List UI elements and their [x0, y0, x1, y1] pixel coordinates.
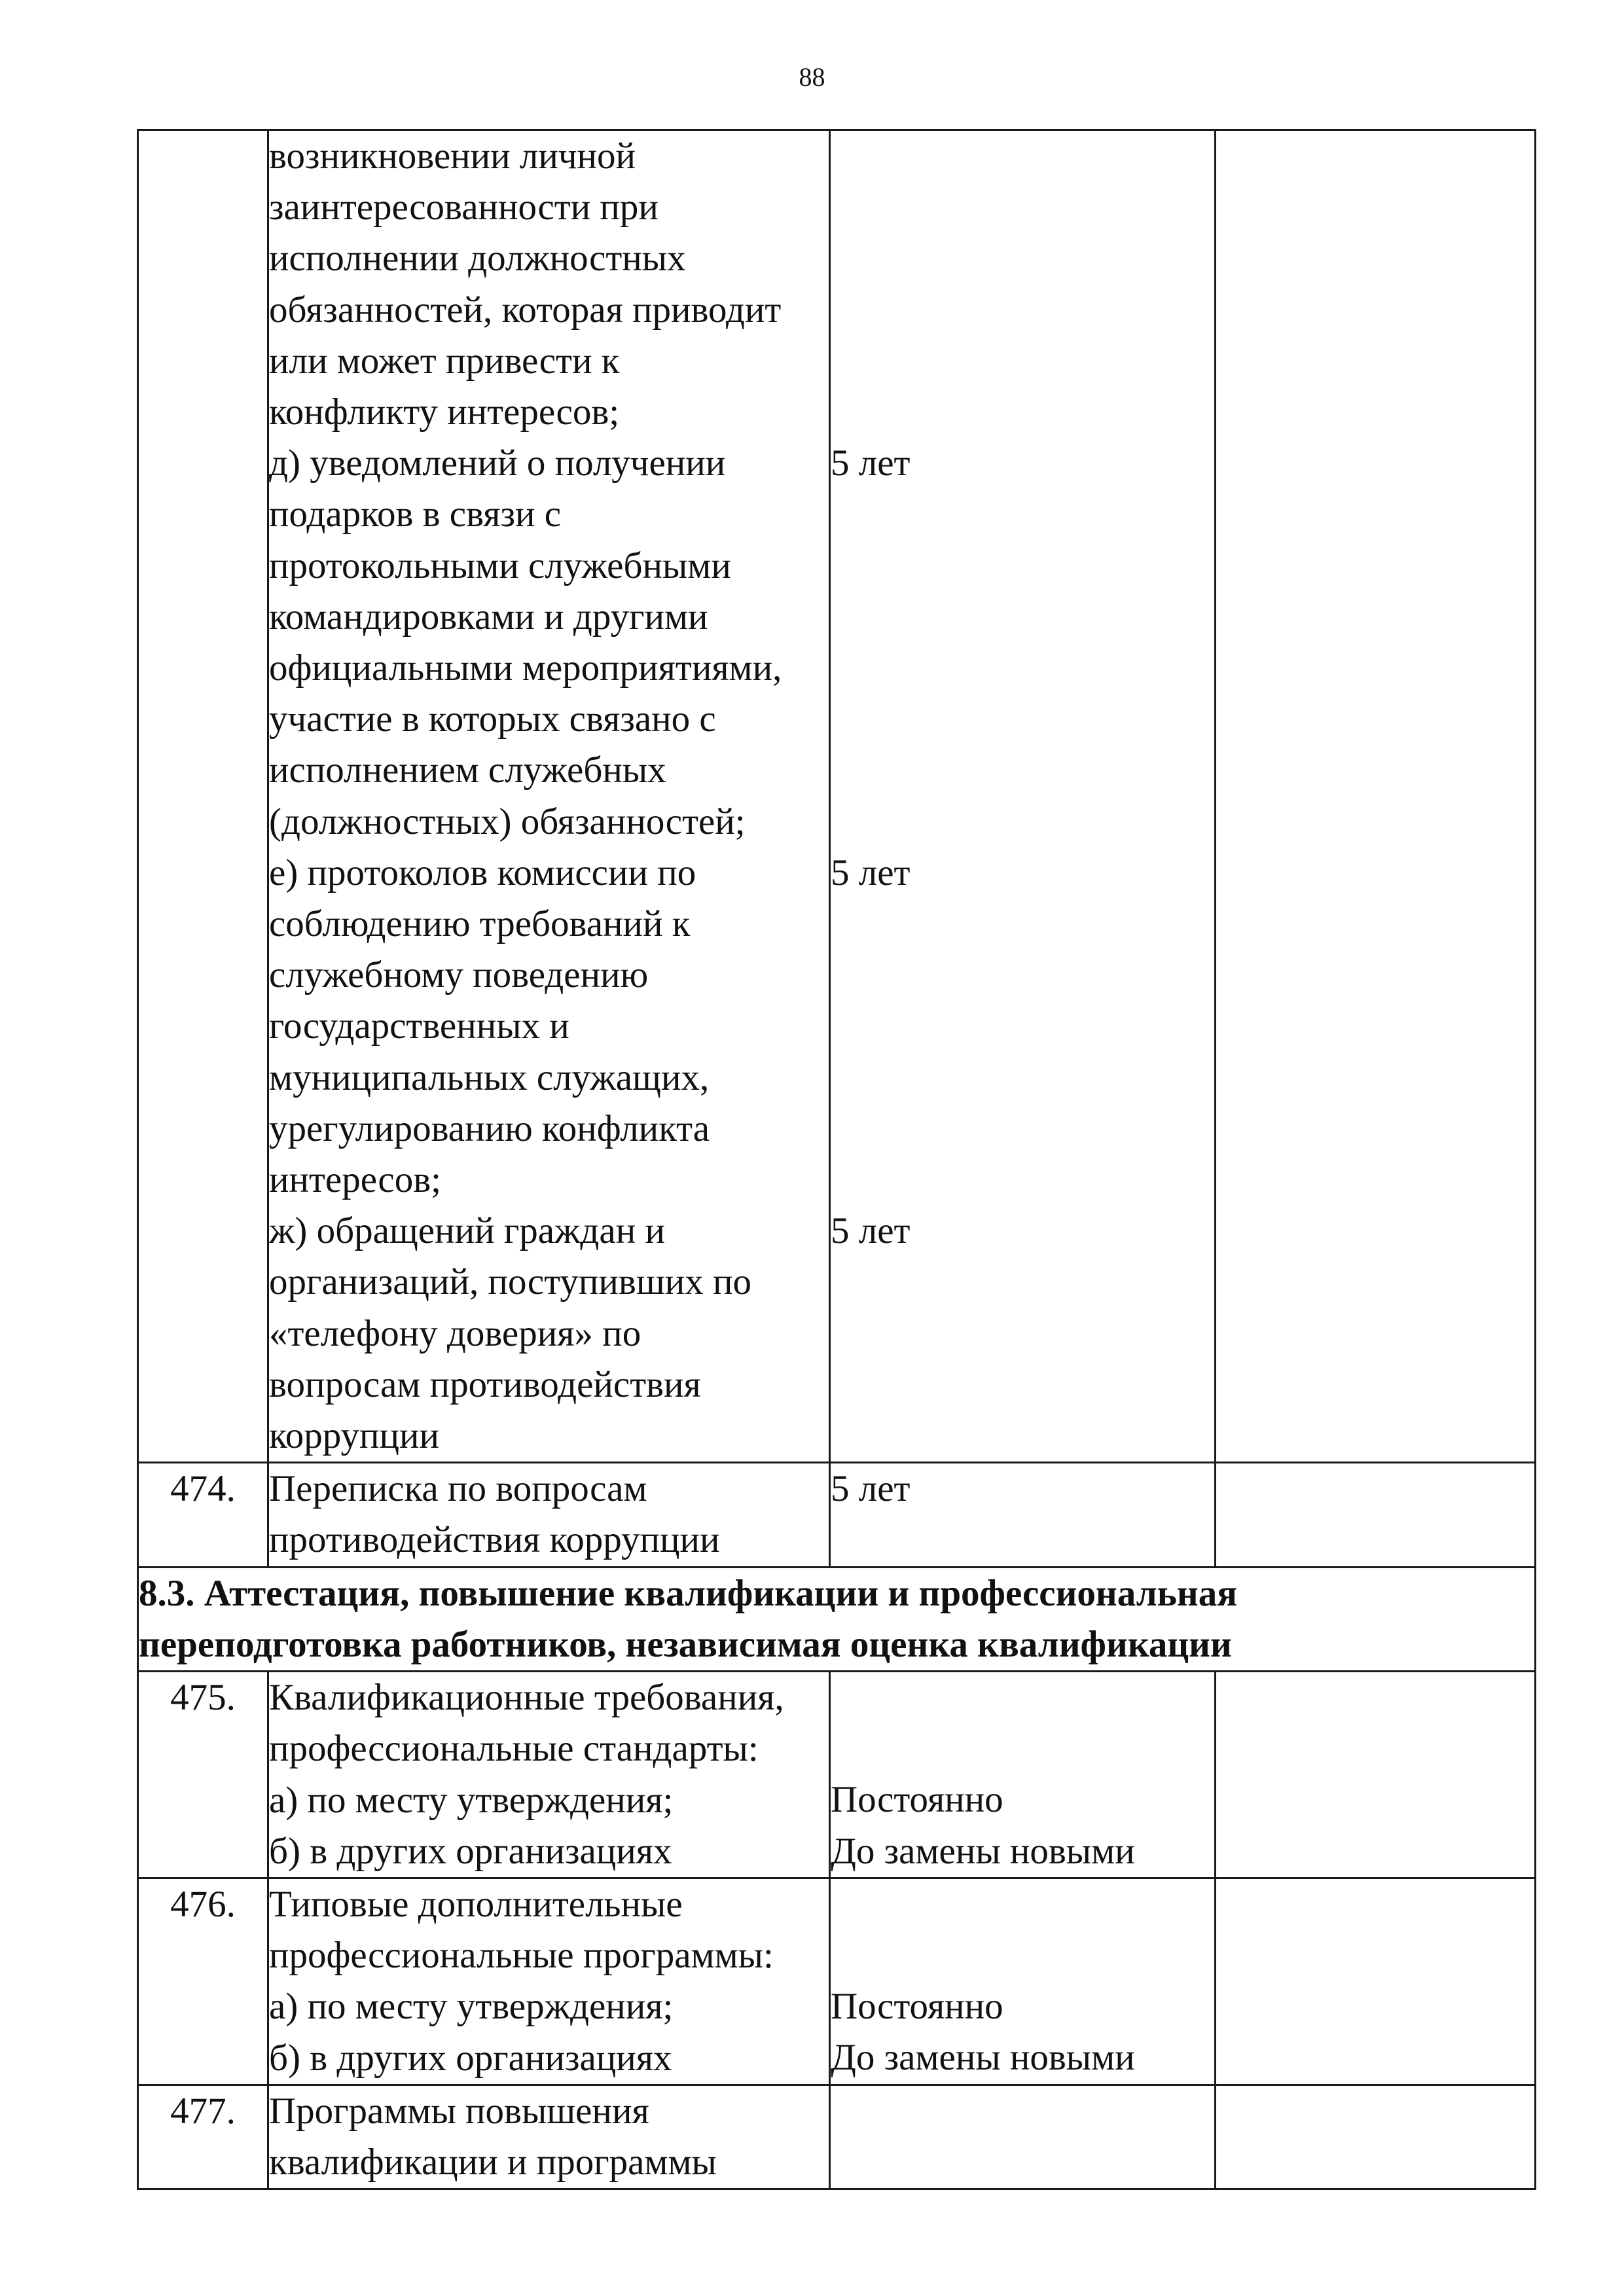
item-number: 477. — [138, 2085, 268, 2189]
retention-term-cell — [830, 130, 1216, 1463]
description-line: официальными мероприятиями, — [269, 647, 782, 689]
item-number: 475. — [138, 1672, 268, 1878]
description-line: организаций, поступивших по — [269, 1261, 751, 1303]
description-line: коррупции — [269, 1415, 440, 1457]
description-line: д) уведомлений о получении — [269, 442, 726, 484]
retention-term-cell — [830, 1463, 1216, 1567]
description-line: (должностных) обязанностей; — [269, 800, 746, 842]
description-line: командировками и другими — [269, 596, 708, 637]
table-row-476 — [138, 1878, 1536, 2085]
section-heading-line: 8.3. Аттестация, повышение квалификации и профессиональная — [139, 1572, 1238, 1614]
description-line: муниципальных служащих, — [269, 1056, 710, 1098]
description-line: е) протоколов комиссии по — [269, 852, 696, 893]
description-line: служебному поведению — [269, 954, 649, 996]
description-line: исполнении должностных — [269, 238, 686, 279]
description-line: участие в которых связано с — [269, 698, 716, 740]
retention-term-cell — [830, 2085, 1216, 2189]
section-heading-line: переподготовка работников, независимая оценка квалификации — [139, 1623, 1232, 1665]
description-line: заинтересованности при — [269, 187, 659, 228]
item-number: 476. — [138, 1878, 268, 2085]
description-line: соблюдению требований к — [269, 903, 691, 945]
description-line: подарков в связи с — [269, 493, 562, 535]
notes-cell — [1216, 1672, 1536, 1878]
description-line: урегулированию конфликта — [269, 1107, 710, 1149]
retention-term: Постоянно — [831, 1779, 1003, 1821]
table-row-continuation — [138, 130, 1536, 1463]
description-line: протокольными служебными — [269, 545, 731, 586]
description-line: Квалификационные требования, — [269, 1677, 784, 1719]
description-cell — [268, 1878, 830, 2085]
retention-term: До замены новыми — [831, 2037, 1135, 2079]
description-line: противодействия коррупции — [269, 1519, 720, 1561]
notes-cell — [1216, 1878, 1536, 2085]
description-line: интересов; — [269, 1159, 441, 1201]
description-line: или может привести к — [269, 340, 620, 382]
retention-term: 5 лет — [831, 1210, 911, 1251]
table-row-475 — [138, 1672, 1536, 1878]
description-line: возникновении личной — [269, 135, 636, 177]
retention-term: До замены новыми — [831, 1830, 1135, 1872]
description-line: исполнением служебных — [269, 749, 666, 791]
section-header-row — [138, 1567, 1536, 1671]
retention-term-cell — [830, 1672, 1216, 1878]
notes-cell — [1216, 2085, 1536, 2189]
description-line: конфликту интересов; — [269, 391, 620, 433]
description-cell — [268, 2085, 830, 2189]
description-line: профессиональные программы: — [269, 1935, 774, 1977]
description-line: «телефону доверия» по — [269, 1312, 641, 1354]
description-line: ж) обращений граждан и — [269, 1210, 665, 1252]
notes-cell — [1216, 130, 1536, 1463]
description-cell — [268, 130, 830, 1463]
description-line: а) по месту утверждения; — [269, 1986, 674, 2028]
description-line: обязанностей, которая приводит — [269, 289, 782, 331]
retention-term: 5 лет — [831, 852, 911, 893]
description-line: б) в других организациях — [269, 2037, 672, 2079]
table-row-477 — [138, 2085, 1536, 2189]
item-number: 474. — [138, 1463, 268, 1567]
section-heading — [138, 1567, 1536, 1671]
retention-term-cell — [830, 1878, 1216, 2085]
description-line: Типовые дополнительные — [269, 1883, 683, 1925]
description-line: квалификации и программы — [269, 2141, 717, 2183]
notes-cell — [1216, 1463, 1536, 1567]
table-row-474 — [138, 1463, 1536, 1567]
description-line: государственных и — [269, 1005, 569, 1047]
page-number: 88 — [799, 62, 825, 92]
description-line: профессиональные стандарты: — [269, 1728, 759, 1770]
description-cell — [268, 1672, 830, 1878]
description-line: вопросам противодействия — [269, 1363, 701, 1405]
description-line: а) по месту утверждения; — [269, 1779, 674, 1821]
retention-term: Постоянно — [831, 1986, 1003, 2028]
description-line: Переписка по вопросам — [269, 1468, 647, 1510]
retention-table — [137, 129, 1536, 2190]
retention-term: 5 лет — [831, 1468, 911, 1510]
item-number-cell — [138, 130, 268, 1463]
retention-term: 5 лет — [831, 442, 911, 484]
description-cell — [268, 1463, 830, 1567]
description-line: б) в других организациях — [269, 1830, 672, 1872]
description-line: Программы повышения — [269, 2090, 649, 2132]
